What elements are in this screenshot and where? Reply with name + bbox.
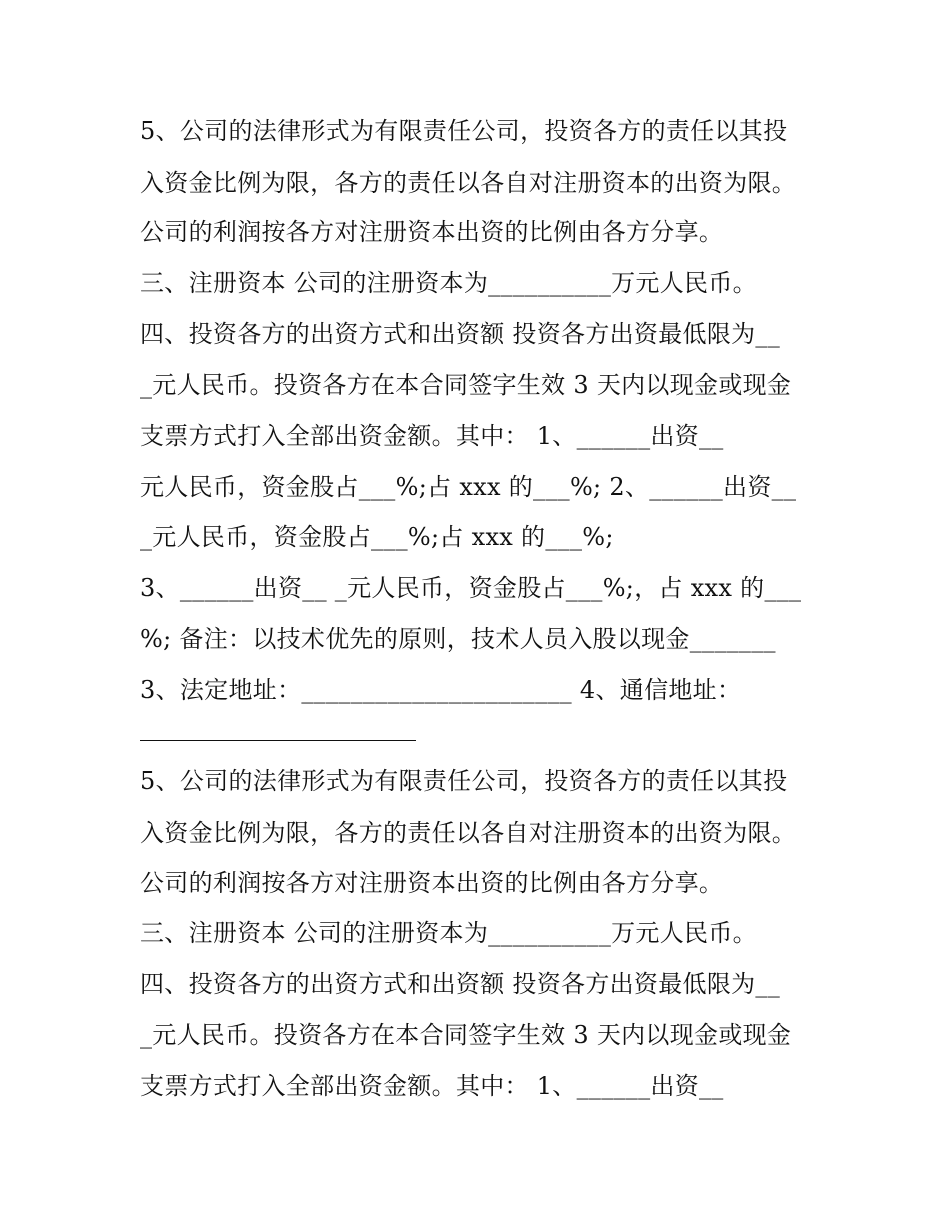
text-line: 支票方式打入全部出资金额。其中： 1、______出资__	[140, 1072, 724, 1100]
text-line: 四、投资各方的出资方式和出资额 投资各方出资最低限为__	[140, 970, 781, 998]
text-line: 三、注册资本 公司的注册资本为__________万元人民币。	[140, 919, 757, 947]
text-line: 入资金比例为限，各方的责任以各自对注册资本的出资为限。	[140, 819, 797, 847]
text-line: 公司的利润按各方对注册资本出资的比例由各方分享。	[140, 869, 724, 897]
text-line: 公司的利润按各方对注册资本出资的比例由各方分享。	[140, 218, 724, 246]
text-line: 入资金比例为限，各方的责任以各自对注册资本的出资为限。	[140, 169, 797, 197]
text-line: _元人民币。投资各方在本合同签字生效 3 天内以现金或现金	[140, 1021, 792, 1049]
text-line: %; 备注：以技术优先的原则，技术人员入股以现金_______	[140, 625, 776, 653]
text-line: 元人民币，资金股占___%;占 xxx 的___%; 2、______出资__	[140, 473, 797, 501]
text-line: 三、注册资本 公司的注册资本为__________万元人民币。	[140, 269, 757, 297]
text-line: 3、______出资__ _元人民币，资金股占___%;，占 xxx 的___	[140, 574, 802, 602]
address-blank-underline	[140, 740, 416, 741]
text-line: 3、法定地址：______________________ 4、通信地址：	[140, 676, 742, 704]
text-line: _元人民币。投资各方在本合同签字生效 3 天内以现金或现金	[140, 371, 792, 399]
text-line: _元人民币，资金股占___%;占 xxx 的___%;	[140, 523, 614, 551]
text-line: 支票方式打入全部出资金额。其中： 1、______出资__	[140, 422, 724, 450]
text-line: 5、公司的法律形式为有限责任公司，投资各方的责任以其投	[140, 117, 788, 145]
text-line: 四、投资各方的出资方式和出资额 投资各方出资最低限为__	[140, 320, 781, 348]
text-line: 5、公司的法律形式为有限责任公司，投资各方的责任以其投	[140, 767, 788, 795]
